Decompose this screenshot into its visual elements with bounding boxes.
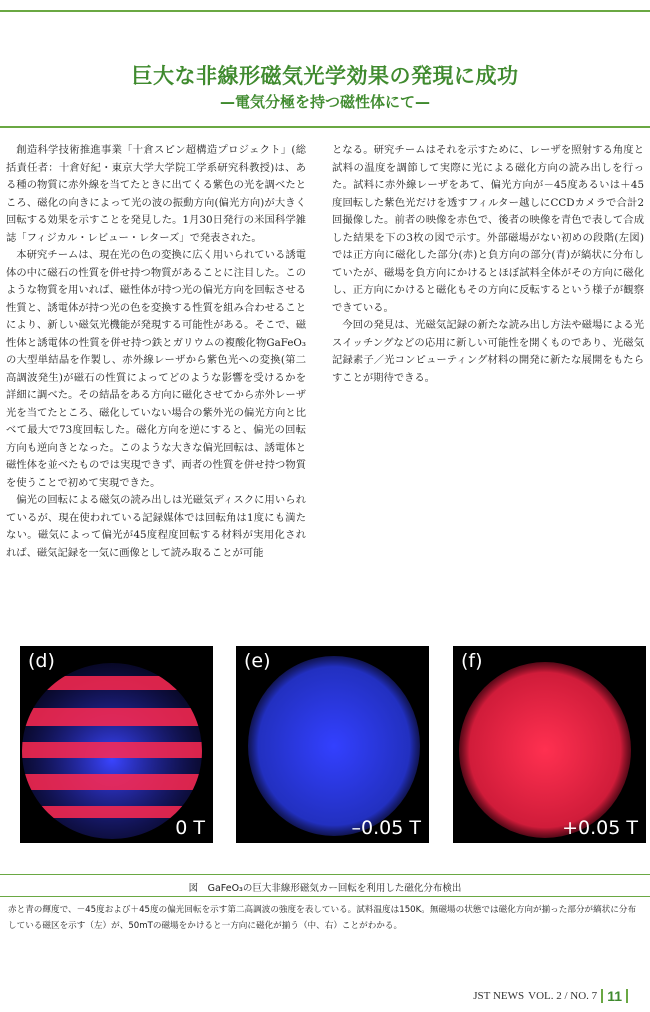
red-domain-image xyxy=(453,646,646,843)
article-title: 巨大な非線形磁気光学効果の発現に成功 xyxy=(131,64,519,88)
panel-field: +0.05 T xyxy=(562,817,638,839)
page-number: 11 xyxy=(607,988,622,1004)
article-subtitle: —電気分極を持つ磁性体にて— xyxy=(219,93,430,111)
footer-divider xyxy=(626,989,628,1003)
caption-rule xyxy=(0,896,650,897)
paragraph: 創造科学技術推進事業「十倉スピン超構造プロジェクト」(総括責任者：十倉好紀・東京大学大学院工学系研究科教授)は、ある種の物質に赤外線を当てたときに出てくる紫色の光を調べたところ、磁化の向きによって光の波の振動方向(偏光方向)が大きく回転する効果を示すことを発見した。1月30日発行の米国科学雑誌「フィジカル・レビュー・レターズ」で発表された。 xyxy=(6,144,306,244)
caption-rule xyxy=(0,874,650,875)
figure-panel-e xyxy=(236,646,429,843)
left-column xyxy=(6,142,306,562)
top-rule xyxy=(0,10,650,12)
figure-panel-f xyxy=(453,646,646,843)
journal-name: JST NEWS xyxy=(473,990,525,1002)
panel-label: (d) xyxy=(28,650,55,672)
panel-field: 0 T xyxy=(175,817,205,839)
stripe-domain-image xyxy=(20,646,213,843)
figure-photos xyxy=(20,646,638,846)
paragraph: 本研究チームは、現在光の色の変換に広く用いられている誘電体の中に磁石の性質を併せ持つ物質があることに注目した。このような物質を用いれば、磁性体が持つ光の偏光方向を回転させる性質と、誘電体が持つ光の色を変換する性質を組み合わせることにより、新しい磁気光機能が発現する可能性がある。そこで、磁性体と誘電体の性質を併せ持つ鉄とガリウムの複酸化物GaFeO₃の大型単結晶を作製し、赤外線レーザから紫色光への変換(第二高調波発生)が磁石の性質によってどのような影響を受けるかを詳細に調べた。その結晶をある方向に磁化させてから赤外レーザ光を当てたところ、磁化していない場合の紫外光の偏光方向と比べて最大で73度回転した。磁化方向を逆にすると、偏光の回転方向も逆向きとなった。このような大きな偏光回転は、誘電体と磁性体を並べたものでは実現できず、両者の性質を併せ持つ物質を使うことで初めて実現できた。 xyxy=(6,249,306,489)
right-column xyxy=(332,142,644,387)
title-rule xyxy=(0,126,650,128)
panel-label: (f) xyxy=(461,650,483,672)
figure-panel-d xyxy=(20,646,213,843)
figure-description: 赤と青の輝度で、－45度および＋45度の偏光回転を示す第二高調波の強度を表している。試料温度は150K。無磁場の状態では磁化方向が揃った部分が縞状に分布している磁区を示す（左）が、50mTの磁場をかけると一方向に磁化が揃う（中、右）ことがわかる。 xyxy=(8,905,637,931)
paragraph: 今回の発見は、光磁気記録の新たな読み出し方法や磁場による光スイッチングなどの応用に新しい可能性を開くものであり、光磁気記録素子／光コンピューティング材料の開発に新たな展開をもたらすことが期待できる。 xyxy=(332,319,644,384)
paragraph: 偏光の回転による磁気の読み出しは光磁気ディスクに用いられているが、現在使われている記録媒体では回転角は1度にも満たない。磁気によって偏光が45度程度回転する材料が実用化されれば、磁気記録を一気に画像として読み取ることが可能 xyxy=(6,494,306,559)
footer-divider xyxy=(601,989,603,1003)
blue-domain-image xyxy=(236,646,429,843)
page-footer xyxy=(473,988,628,1004)
figure-caption: 図 GaFeO₃の巨大非線形磁気カー回転を利用した磁化分布検出 xyxy=(188,883,462,894)
paragraph: となる。研究チームはそれを示すために、レーザを照射する角度と試料の温度を調節して実際に光による磁化方向の読み出しを行った。試料に赤外線レーザをあて、偏光方向が－45度あるいは＋45度回転した紫色光だけを透すフィルター越しにCCDカメラで合計2回撮像した。前者の映像を赤色で、後者の映像を青色で表して合成した結果を下の3枚の図で示す。外部磁場がない初めの段階(左図)では正方向に磁化した部分(赤)と負方向の部分(青)が縞状に分布していたが、磁場を負方向にかけるとほぼ試料全体がその方向に磁化し、正方向にかけると磁化もその方向に反転するという様子が観察できている。 xyxy=(332,144,644,314)
journal-volume: VOL. 2 / NO. 7 xyxy=(528,990,598,1002)
panel-label: (e) xyxy=(244,650,271,672)
panel-field: –0.05 T xyxy=(351,817,421,839)
